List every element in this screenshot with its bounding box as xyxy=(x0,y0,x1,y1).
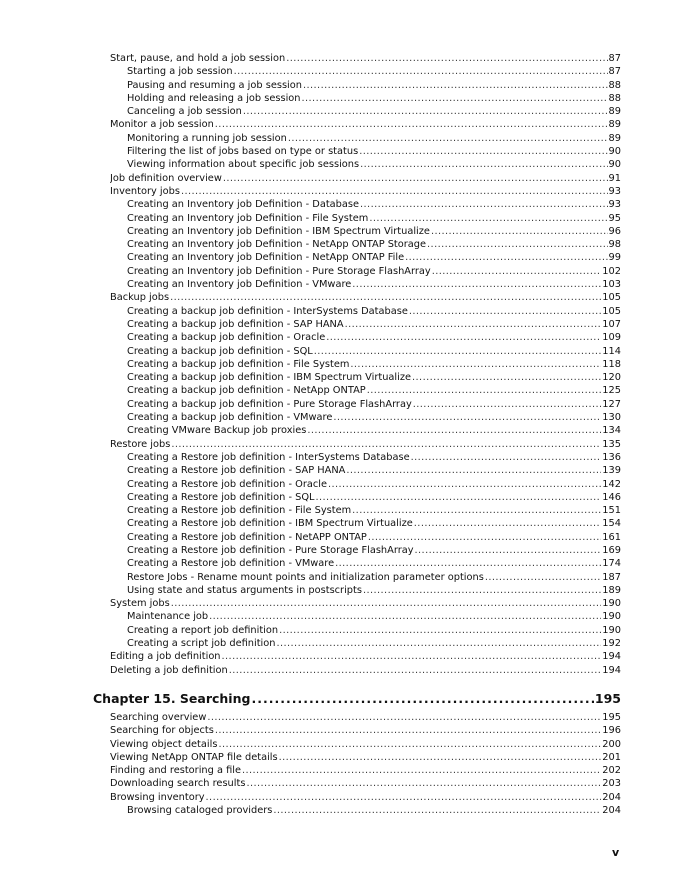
toc-entry[interactable] xyxy=(110,145,621,158)
toc-dot-leader xyxy=(251,690,593,708)
toc-entry[interactable] xyxy=(110,331,621,344)
toc-entry-title: Creating an Inventory job Definition - NetApp ONTAP Storage xyxy=(127,239,427,251)
toc-entry-page: 127 xyxy=(602,398,621,410)
toc-entry-title: Creating a backup job definition - IBM Spectrum Virtualize xyxy=(127,372,412,384)
toc-dot-leader xyxy=(326,331,601,344)
toc-entry[interactable] xyxy=(110,624,621,637)
toc-entry[interactable] xyxy=(110,118,621,131)
toc-dot-leader xyxy=(206,791,602,804)
toc-entry[interactable] xyxy=(110,52,621,65)
toc-entry-title: Creating VMware Backup job proxies xyxy=(127,425,307,437)
toc-entry-title: Creating an Inventory job Definition - IBM Spectrum Virtualize xyxy=(127,225,430,237)
toc-entry[interactable] xyxy=(110,764,621,777)
toc-dot-leader xyxy=(273,804,601,817)
toc-entry[interactable] xyxy=(110,791,621,804)
toc-dot-leader xyxy=(314,345,602,358)
toc-entry[interactable] xyxy=(110,132,621,145)
toc-entry-page: 201 xyxy=(602,751,621,763)
toc-entry[interactable] xyxy=(110,212,621,225)
toc-entry-page: 161 xyxy=(602,531,621,543)
toc-entry-page: 200 xyxy=(602,738,621,750)
toc-dot-leader xyxy=(359,145,607,158)
toc-dot-leader xyxy=(234,65,608,78)
toc-entry-page: 120 xyxy=(602,372,621,384)
toc-entry-title: Creating a backup job definition - InterSystems Database xyxy=(127,305,408,317)
toc-entry[interactable] xyxy=(110,777,621,790)
toc-entry[interactable] xyxy=(110,105,621,118)
toc-dot-leader xyxy=(412,371,601,384)
toc-entry[interactable] xyxy=(110,198,621,211)
toc-chapter-entry[interactable] xyxy=(93,690,621,708)
toc-dot-leader xyxy=(346,464,601,477)
toc-entry-page: 142 xyxy=(602,478,621,490)
toc-dot-leader xyxy=(411,451,602,464)
toc-entry-title: Creating a backup job definition - File System xyxy=(127,358,350,370)
toc-entry-title: Canceling a job session xyxy=(127,106,242,118)
toc-entry[interactable] xyxy=(110,804,621,817)
toc-entry-page: 87 xyxy=(608,66,621,78)
toc-entry-page: 96 xyxy=(608,225,621,237)
toc-entry[interactable] xyxy=(110,438,621,451)
toc-entry[interactable] xyxy=(110,345,621,358)
toc-entry-title: Creating an Inventory job Definition - NetApp ONTAP File xyxy=(127,252,405,264)
toc-entry-page: 89 xyxy=(608,119,621,131)
toc-entry[interactable] xyxy=(110,451,621,464)
toc-entry-title: Creating a Restore job definition - InterSystems Database xyxy=(127,451,410,463)
toc-entry[interactable] xyxy=(110,584,621,597)
toc-dot-leader xyxy=(485,571,601,584)
toc-entry-title: Inventory jobs xyxy=(110,185,180,197)
toc-entry-title: Creating an Inventory job Definition - VMware xyxy=(127,279,352,291)
toc-entry-page: 190 xyxy=(602,611,621,623)
toc-dot-leader xyxy=(367,384,602,397)
toc-entry-page: 125 xyxy=(602,385,621,397)
toc-entry[interactable] xyxy=(110,531,621,544)
toc-dot-leader xyxy=(335,557,601,570)
toc-entry-title: Searching for objects xyxy=(110,725,214,737)
toc-entry-page: 89 xyxy=(608,106,621,118)
toc-entry-page: 146 xyxy=(602,491,621,503)
toc-entry-title: Starting a job session xyxy=(127,66,233,78)
toc-dot-leader xyxy=(369,212,607,225)
toc-entry-page: 135 xyxy=(602,438,621,450)
toc-entry[interactable] xyxy=(110,92,621,105)
toc-entry-title: Monitoring a running job session xyxy=(127,132,287,144)
toc-entry-title: Holding and releasing a job session xyxy=(127,92,301,104)
toc-dot-leader xyxy=(171,597,602,610)
toc-entry[interactable] xyxy=(110,398,621,411)
toc-entry-title: Creating a backup job definition - NetApp ONTAP xyxy=(127,385,366,397)
toc-entry[interactable] xyxy=(110,724,621,737)
toc-entry-page: 169 xyxy=(602,544,621,556)
toc-entry[interactable] xyxy=(110,478,621,491)
toc-entry-title: Creating a Restore job definition - NetAPP ONTAP xyxy=(127,531,367,543)
toc-entry-title: Restore Jobs - Rename mount points and initialization parameter options xyxy=(127,571,484,583)
toc-entry-title: Creating a backup job definition - Oracle xyxy=(127,332,326,344)
toc-entry-title: Restore jobs xyxy=(110,438,171,450)
toc-entry-title: System jobs xyxy=(110,598,170,610)
toc-entry-page: 103 xyxy=(602,279,621,291)
toc-entry-page: 192 xyxy=(602,638,621,650)
toc-dot-leader xyxy=(171,438,601,451)
toc-dot-leader xyxy=(352,504,601,517)
toc-entry-page: 93 xyxy=(608,185,621,197)
toc-entry[interactable] xyxy=(110,650,621,663)
toc-entry-page: 187 xyxy=(602,571,621,583)
toc-entry-title: Creating a script job definition xyxy=(127,638,276,650)
toc-dot-leader xyxy=(405,251,607,264)
toc-dot-leader xyxy=(352,278,601,291)
toc-entry[interactable] xyxy=(110,251,621,264)
toc-entry-title: Monitor a job session xyxy=(110,119,214,131)
toc-entry-page: 118 xyxy=(602,358,621,370)
toc-section-jobs xyxy=(110,52,621,677)
toc-dot-leader xyxy=(363,584,601,597)
toc-entry-title: Viewing object details xyxy=(110,738,218,750)
toc-entry-page: 203 xyxy=(602,778,621,790)
toc-section-searching xyxy=(110,711,621,817)
toc-dot-leader xyxy=(333,411,601,424)
toc-entry-title: Creating a Restore job definition - IBM Spectrum Virtualize xyxy=(127,518,413,530)
toc-dot-leader xyxy=(222,650,602,663)
toc-dot-leader xyxy=(215,724,601,737)
toc-entry[interactable] xyxy=(110,544,621,557)
toc-entry-title: Using state and status arguments in postscripts xyxy=(127,584,362,596)
toc-dot-leader xyxy=(345,318,602,331)
toc-entry[interactable] xyxy=(110,278,621,291)
toc-entry-title: Creating a Restore job definition - File System xyxy=(127,505,352,517)
toc-dot-leader xyxy=(229,664,602,677)
toc-dot-leader xyxy=(218,738,601,751)
toc-entry[interactable] xyxy=(110,610,621,623)
toc-entry-title: Creating a report job definition xyxy=(127,624,279,636)
toc-entry-page: 130 xyxy=(602,412,621,424)
toc-entry[interactable] xyxy=(110,371,621,384)
toc-dot-leader xyxy=(328,478,601,491)
toc-entry[interactable] xyxy=(110,597,621,610)
toc-dot-leader xyxy=(242,764,601,777)
toc-entry[interactable] xyxy=(110,637,621,650)
toc-entry-title: Creating a backup job definition - SAP HANA xyxy=(127,318,344,330)
toc-entry-title: Deleting a job definition xyxy=(110,664,228,676)
toc-entry-title: Editing a job definition xyxy=(110,651,221,663)
toc-entry-page: 99 xyxy=(608,252,621,264)
toc-dot-leader xyxy=(431,225,608,238)
toc-entry-page: 194 xyxy=(602,664,621,676)
toc-entry-title: Start, pause, and hold a job session xyxy=(110,53,286,64)
toc-entry-title: Backup jobs xyxy=(110,292,170,304)
toc-dot-leader xyxy=(415,544,602,557)
toc-dot-leader xyxy=(413,398,602,411)
toc-dot-leader xyxy=(223,172,608,185)
toc-entry-page: 151 xyxy=(602,505,621,517)
toc-entry-page: 196 xyxy=(602,725,621,737)
toc-entry-page: 95 xyxy=(608,212,621,224)
toc-dot-leader xyxy=(414,517,602,530)
toc-entry-title: Creating a backup job definition - VMware xyxy=(127,412,333,424)
toc-entry-title: Creating a backup job definition - SQL xyxy=(127,345,313,357)
toc-entry-page: 107 xyxy=(602,318,621,330)
toc-entry-page: 91 xyxy=(608,172,621,184)
toc-entry-page: 90 xyxy=(608,159,621,171)
toc-entry-page: 190 xyxy=(602,624,621,636)
toc-entry-title: Creating an Inventory job Definition - File System xyxy=(127,212,369,224)
toc-entry-page: 154 xyxy=(602,518,621,530)
toc-entry[interactable] xyxy=(110,358,621,371)
toc-dot-leader xyxy=(209,610,601,623)
toc-entry-page: 88 xyxy=(608,79,621,91)
toc-entry-page: 194 xyxy=(602,651,621,663)
toc-entry-title: Searching overview xyxy=(110,711,207,723)
toc-entry-title: Creating a Restore job definition - Oracle xyxy=(127,478,327,490)
toc-entry-page: 109 xyxy=(602,332,621,344)
toc-entry-page: 105 xyxy=(602,292,621,304)
toc-dot-leader xyxy=(286,52,607,65)
toc-entry-title: Finding and restoring a file xyxy=(110,765,241,777)
table-of-contents xyxy=(93,52,621,817)
toc-dot-leader xyxy=(303,79,608,92)
toc-entry[interactable] xyxy=(110,751,621,764)
toc-entry-title: Browsing cataloged providers xyxy=(127,805,273,817)
toc-entry-page: 190 xyxy=(602,598,621,610)
toc-entry[interactable] xyxy=(110,517,621,530)
toc-entry[interactable] xyxy=(110,291,621,304)
toc-entry-title: Job definition overview xyxy=(110,172,222,184)
toc-dot-leader xyxy=(316,491,602,504)
toc-entry-title: Creating a Restore job definition - SAP HANA xyxy=(127,465,346,477)
toc-entry[interactable] xyxy=(110,265,621,278)
toc-entry[interactable] xyxy=(110,79,621,92)
toc-dot-leader xyxy=(427,238,607,251)
toc-dot-leader xyxy=(302,92,608,105)
toc-entry-page: 139 xyxy=(602,465,621,477)
toc-entry-title: Creating a Restore job definition - Pure Storage FlashArray xyxy=(127,544,414,556)
toc-dot-leader xyxy=(276,637,601,650)
toc-entry-page: 88 xyxy=(608,92,621,104)
toc-dot-leader xyxy=(409,305,601,318)
toc-entry-title: Creating a backup job definition - Pure Storage FlashArray xyxy=(127,398,412,410)
toc-entry[interactable] xyxy=(110,464,621,477)
toc-entry-title: Browsing inventory xyxy=(110,791,205,803)
toc-entry-title: Downloading search results xyxy=(110,778,246,790)
toc-chapter-page: 195 xyxy=(594,690,621,706)
toc-entry[interactable] xyxy=(110,424,621,437)
toc-entry-title: Maintenance job xyxy=(127,611,209,623)
toc-entry[interactable] xyxy=(110,491,621,504)
toc-entry-title: Creating an Inventory job Definition - Pure Storage FlashArray xyxy=(127,265,431,277)
toc-entry-page: 136 xyxy=(602,451,621,463)
toc-entry-page: 204 xyxy=(602,791,621,803)
toc-dot-leader xyxy=(215,118,608,131)
toc-dot-leader xyxy=(368,531,601,544)
toc-entry[interactable] xyxy=(110,738,621,751)
toc-dot-leader xyxy=(360,198,608,211)
toc-dot-leader xyxy=(246,777,601,790)
toc-dot-leader xyxy=(350,358,601,371)
toc-entry[interactable] xyxy=(110,411,621,424)
toc-entry-title: Creating an Inventory job Definition - Database xyxy=(127,199,360,211)
toc-dot-leader xyxy=(360,158,607,171)
toc-dot-leader xyxy=(279,624,601,637)
toc-dot-leader xyxy=(288,132,608,145)
toc-entry-page: 87 xyxy=(608,53,621,64)
toc-entry[interactable] xyxy=(110,65,621,78)
toc-entry-page: 195 xyxy=(602,711,621,723)
toc-entry-page: 189 xyxy=(602,584,621,596)
toc-entry-title: Pausing and resuming a job session xyxy=(127,79,302,91)
toc-entry-title: Viewing information about specific job sessions xyxy=(127,159,360,171)
toc-dot-leader xyxy=(307,424,601,437)
toc-entry[interactable] xyxy=(110,305,621,318)
toc-entry-title: Filtering the list of jobs based on type or status xyxy=(127,146,359,158)
toc-chapter-title: Chapter 15. Searching xyxy=(93,690,251,706)
toc-dot-leader xyxy=(279,751,602,764)
toc-entry-page: 134 xyxy=(602,425,621,437)
toc-entry-page: 98 xyxy=(608,239,621,251)
toc-entry-page: 114 xyxy=(602,345,621,357)
toc-entry-page: 174 xyxy=(602,558,621,570)
toc-entry[interactable] xyxy=(110,711,621,724)
toc-entry[interactable] xyxy=(110,664,621,677)
toc-dot-leader xyxy=(243,105,608,118)
toc-entry[interactable] xyxy=(110,158,621,171)
toc-entry-title: Creating a Restore job definition - SQL xyxy=(127,491,315,503)
toc-entry[interactable] xyxy=(110,225,621,238)
toc-entry[interactable] xyxy=(110,172,621,185)
toc-entry[interactable] xyxy=(110,571,621,584)
toc-entry[interactable] xyxy=(110,185,621,198)
toc-entry[interactable] xyxy=(110,318,621,331)
page-number: v xyxy=(612,846,620,859)
toc-entry-page: 93 xyxy=(608,199,621,211)
toc-entry-title: Viewing NetApp ONTAP file details xyxy=(110,751,278,763)
toc-dot-leader xyxy=(432,265,602,278)
toc-entry-page: 105 xyxy=(602,305,621,317)
toc-dot-leader xyxy=(207,711,601,724)
toc-entry-title: Creating a Restore job definition - VMware xyxy=(127,558,335,570)
toc-entry[interactable] xyxy=(110,557,621,570)
toc-entry-page: 202 xyxy=(602,765,621,777)
toc-entry[interactable] xyxy=(110,384,621,397)
toc-entry-page: 102 xyxy=(602,265,621,277)
toc-dot-leader xyxy=(181,185,608,198)
toc-entry[interactable] xyxy=(110,504,621,517)
toc-entry-page: 89 xyxy=(608,132,621,144)
toc-dot-leader xyxy=(170,291,601,304)
toc-entry[interactable] xyxy=(110,238,621,251)
toc-entry-page: 204 xyxy=(602,805,621,817)
toc-entry-page: 90 xyxy=(608,146,621,158)
